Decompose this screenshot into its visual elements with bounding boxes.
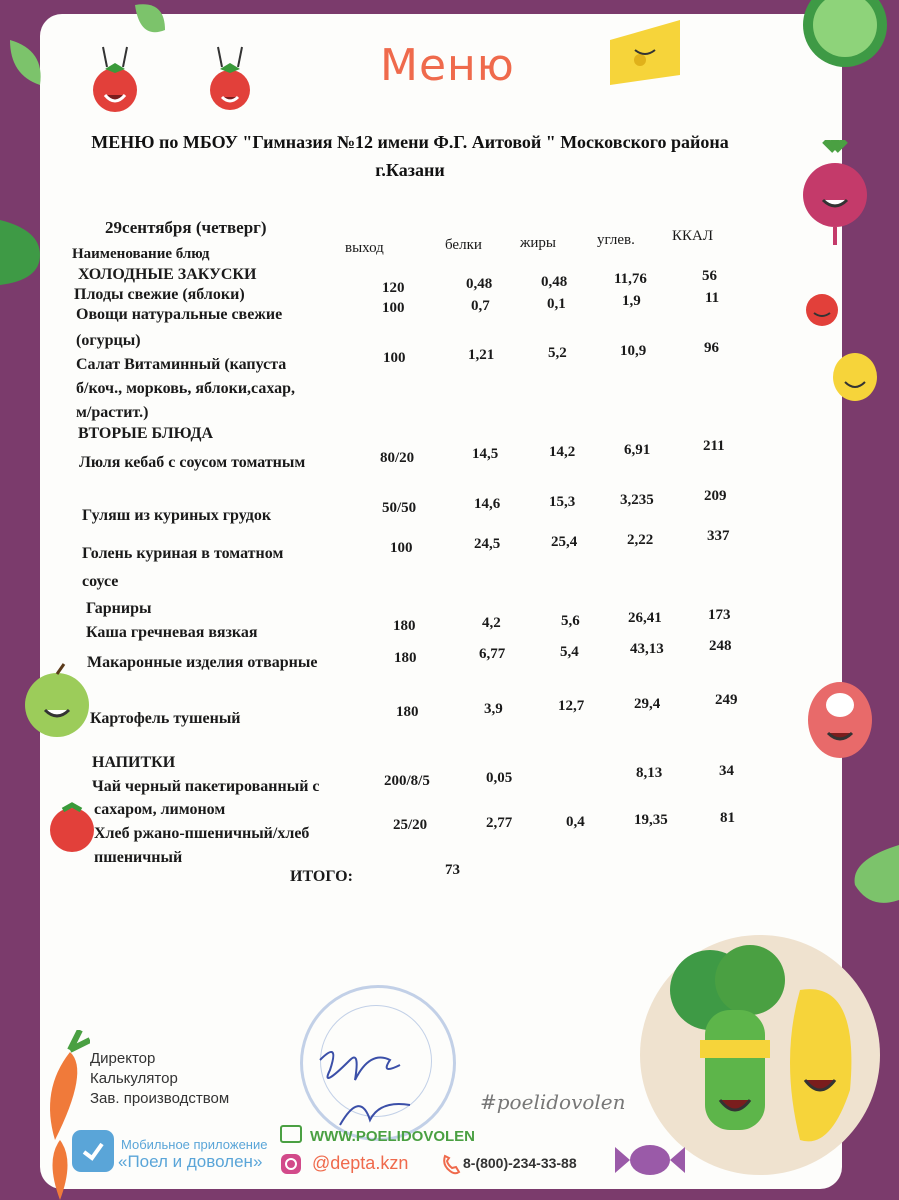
dish-fat: 15,3 xyxy=(549,494,576,510)
section-drinks: НАПИТКИ xyxy=(92,754,176,771)
dish-kcal: 34 xyxy=(719,763,734,779)
dish-protein: 1,21 xyxy=(468,347,495,363)
leaf-icon xyxy=(130,0,170,45)
instagram-handle[interactable]: @depta.kzn xyxy=(312,1153,409,1173)
hashtag: #poelidovolen xyxy=(480,1090,626,1114)
signature-calculator: Калькулятор xyxy=(90,1070,178,1087)
cheese-icon xyxy=(600,10,690,90)
total-value: 73 xyxy=(445,862,460,878)
dish-protein: 3,9 xyxy=(484,701,503,717)
app-caption: Мобильное приложение xyxy=(121,1137,268,1152)
section-second-courses: ВТОРЫЕ БЛЮДА xyxy=(78,425,213,442)
dish-fat: 0,4 xyxy=(566,814,585,830)
dish-out: 180 xyxy=(393,618,416,634)
dish-out: 180 xyxy=(394,650,417,666)
dish-name: Картофель тушеный xyxy=(90,710,241,727)
dish-kcal: 211 xyxy=(703,438,725,454)
phone-number[interactable]: 8-(800)-234-33-88 xyxy=(463,1155,577,1171)
dish-out: 120 xyxy=(382,280,405,296)
cucumber-slice-icon xyxy=(790,0,899,70)
dish-kcal: 96 xyxy=(704,340,719,356)
lettuce-icon xyxy=(0,210,45,290)
tomato-icon xyxy=(45,795,100,860)
signature xyxy=(300,1030,450,1130)
dish-fat: 5,2 xyxy=(548,345,567,361)
dish-name: Салат Витаминный (капуста xyxy=(76,356,287,373)
dish-carbs: 6,91 xyxy=(624,442,651,458)
dish-carbs: 8,13 xyxy=(636,765,663,781)
section-cold-snacks: ХОЛОДНЫЕ ЗАКУСКИ xyxy=(78,266,257,283)
dish-out: 100 xyxy=(390,540,413,556)
dish-fat: 14,2 xyxy=(549,444,576,460)
menu-title: Меню xyxy=(380,40,515,91)
dish-carbs: 29,4 xyxy=(634,696,661,712)
dish-name-cont: сахаром, лимоном xyxy=(94,801,226,818)
dish-name: Чай черный пакетированный с xyxy=(92,778,320,795)
column-header-carbs: углев. xyxy=(597,232,635,248)
tomato-icon xyxy=(85,45,145,130)
menu-date: 29сентября (четверг) xyxy=(105,218,267,237)
dish-protein: 4,2 xyxy=(482,615,501,631)
page-heading: МЕНЮ по МБОУ "Гимназия №12 имени Ф.Г. Аитовой " Московского района г.Казани xyxy=(91,132,729,180)
leaf-icon xyxy=(10,30,50,90)
dish-kcal: 173 xyxy=(708,607,731,623)
dish-out: 80/20 xyxy=(380,450,415,466)
dish-protein: 6,77 xyxy=(479,646,506,662)
dish-kcal: 248 xyxy=(709,638,732,654)
phone-icon xyxy=(440,1153,462,1175)
dish-name: Плоды свежие (яблоки) xyxy=(74,286,245,303)
dish-kcal: 56 xyxy=(702,268,717,284)
column-header-out: выход xyxy=(345,240,384,256)
dish-protein: 2,77 xyxy=(486,815,513,831)
column-header-kcal: ККАЛ xyxy=(672,228,714,244)
dish-name-cont: м/растит.) xyxy=(76,404,149,421)
dish-name: Голень куриная в томатном xyxy=(82,545,284,562)
mobile-app-icon xyxy=(72,1130,114,1172)
dish-name-cont: соусе xyxy=(82,573,119,590)
website-link[interactable]: WWW.POELIDOVOLEN xyxy=(310,1128,475,1145)
dish-kcal: 209 xyxy=(704,488,727,504)
dish-carbs: 11,76 xyxy=(614,271,647,287)
dish-name: Люля кебаб с соусом томатным xyxy=(79,454,306,471)
dish-out: 180 xyxy=(396,704,419,720)
tomato-icon xyxy=(200,45,260,130)
dish-name: Каша гречневая вязкая xyxy=(86,624,258,641)
candy-icon xyxy=(615,1135,685,1185)
column-header-fat: жиры xyxy=(520,235,556,251)
dish-name-cont: б/коч., морковь, яблоки,сахар, xyxy=(76,380,296,397)
dish-fat: 0,1 xyxy=(547,296,566,312)
dish-name: Гуляш из куриных грудок xyxy=(82,507,272,524)
dish-name: Макаронные изделия отварные xyxy=(87,654,318,671)
dish-carbs: 10,9 xyxy=(620,343,647,359)
dish-carbs: 3,235 xyxy=(620,492,654,508)
dish-protein: 24,5 xyxy=(474,536,501,552)
lettuce-icon xyxy=(845,840,899,910)
dish-carbs: 26,41 xyxy=(628,610,662,626)
dish-carbs: 2,22 xyxy=(627,532,654,548)
dish-protein: 0,05 xyxy=(486,770,513,786)
dish-fat: 5,6 xyxy=(561,613,580,629)
steak-icon xyxy=(800,675,880,765)
tomato-icon xyxy=(800,285,845,330)
dish-kcal: 249 xyxy=(715,692,738,708)
dish-protein: 14,5 xyxy=(472,446,499,462)
column-header-protein: белки xyxy=(445,237,482,253)
app-name[interactable]: «Поел и доволен» xyxy=(118,1152,263,1171)
dish-carbs: 1,9 xyxy=(622,293,641,309)
dish-out: 200/8/5 xyxy=(384,773,430,789)
dish-name-cont: пшеничный xyxy=(94,849,183,866)
dish-out: 25/20 xyxy=(393,817,428,833)
dish-protein: 0,7 xyxy=(471,298,490,314)
dish-out: 100 xyxy=(383,350,406,366)
dish-fat: 0,48 xyxy=(541,274,568,290)
dish-kcal: 11 xyxy=(705,290,720,306)
dish-out: 100 xyxy=(382,300,405,316)
dish-out: 50/50 xyxy=(382,500,417,516)
dish-name-cont: (огурцы) xyxy=(76,332,141,349)
dish-name: Овощи натуральные свежие xyxy=(76,306,283,323)
dish-name: Хлеб ржано-пшеничный/хлеб xyxy=(94,825,310,842)
signature-production-head: Зав. производством xyxy=(90,1090,230,1107)
instagram-icon xyxy=(280,1153,302,1175)
column-header-name: Наименование блюд xyxy=(72,246,210,262)
section-garnishes: Гарниры xyxy=(86,600,152,617)
dish-fat: 25,4 xyxy=(551,534,578,550)
beet-icon xyxy=(795,140,875,250)
signature-director: Директор xyxy=(90,1050,156,1067)
dish-carbs: 19,35 xyxy=(634,812,668,828)
dish-kcal: 81 xyxy=(720,810,735,826)
dish-carbs: 43,13 xyxy=(630,641,664,657)
dish-fat: 12,7 xyxy=(558,698,585,714)
dish-protein: 14,6 xyxy=(474,496,501,512)
dish-protein: 0,48 xyxy=(466,276,493,292)
web-icon xyxy=(280,1125,302,1143)
broccoli-banana-icon xyxy=(650,940,890,1200)
apple-icon xyxy=(20,660,95,740)
lemon-icon xyxy=(830,350,880,405)
dish-fat: 5,4 xyxy=(560,644,579,660)
dish-kcal: 337 xyxy=(707,528,730,544)
total-label: ИТОГО: xyxy=(290,868,353,885)
